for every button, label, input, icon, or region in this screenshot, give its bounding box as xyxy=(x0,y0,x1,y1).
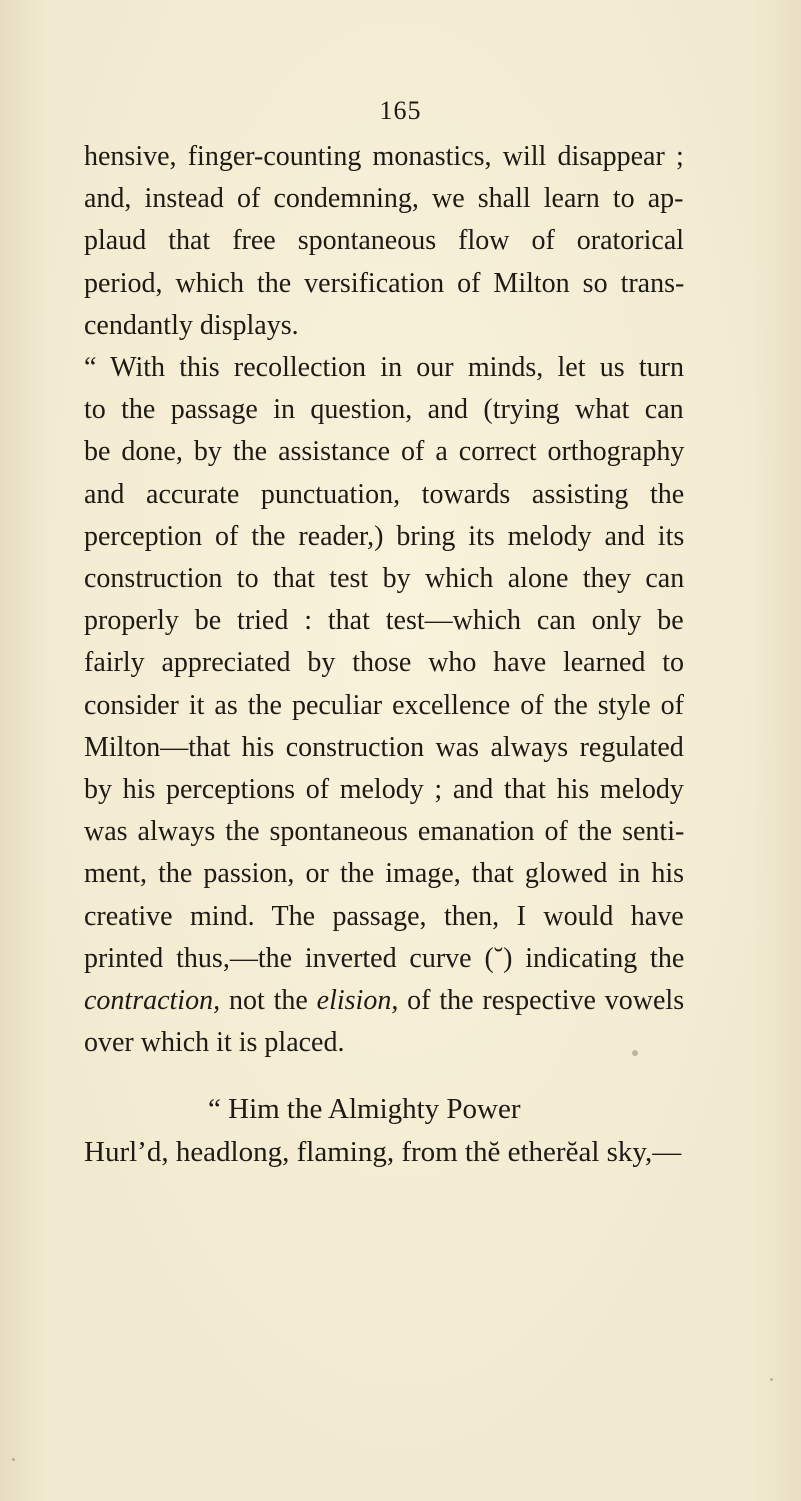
line-text: of the respective vowels xyxy=(398,985,685,1016)
line-text: Milton—that his construction was always regulated xyxy=(84,731,684,763)
paper-speck xyxy=(632,1050,638,1056)
line-text: period, which the versification of Milton so trans- xyxy=(84,267,685,299)
line-text: and accurate punctuation, towards assisting the xyxy=(84,478,685,510)
text-line xyxy=(84,897,684,937)
text-line xyxy=(84,432,684,472)
text-line xyxy=(84,559,684,599)
line-text: construction to that test by which alone they can xyxy=(84,563,685,594)
text-line xyxy=(84,643,684,683)
text-line xyxy=(84,770,684,810)
text-line xyxy=(84,854,684,894)
line-text: consider it as the peculiar excellence of the style of xyxy=(84,689,684,721)
line-text: was always the spontaneous emanation of the senti- xyxy=(84,816,685,848)
italic-text: contraction, xyxy=(84,985,221,1016)
text-line xyxy=(208,1089,521,1129)
text-line xyxy=(84,348,684,388)
line-text: properly be tried : that test—which can only be xyxy=(84,605,684,637)
text-line xyxy=(84,179,684,219)
text-line xyxy=(84,137,684,177)
page-number: 165 xyxy=(379,96,422,125)
line-text: and, instead of condemning, we shall learn to ap- xyxy=(84,183,684,215)
text-line xyxy=(84,728,684,768)
text-line xyxy=(84,601,684,641)
line-text: “ With this recollection in our minds, let us turn xyxy=(84,352,684,383)
line-text: Hurl’d, headlong, flaming, from thĕ etherĕal sky,— xyxy=(84,1136,682,1168)
italic-text: elision, xyxy=(316,985,399,1016)
text-line xyxy=(84,264,684,304)
text-line xyxy=(84,517,684,557)
line-text: printed thus,—the inverted curve (˘) indicating the xyxy=(84,942,685,974)
text-line xyxy=(84,981,684,1021)
paper-speck xyxy=(12,1458,15,1461)
text-line xyxy=(84,221,684,261)
text-line xyxy=(84,1023,344,1063)
line-text: not the xyxy=(220,985,317,1016)
text-line xyxy=(84,306,299,346)
line-text: “ Him the Almighty Power xyxy=(208,1093,521,1125)
text-line xyxy=(84,390,684,430)
line-text: be done, by the assistance of a correct orthography xyxy=(84,436,685,468)
text-line xyxy=(84,812,684,852)
text-line xyxy=(84,939,684,979)
text-line xyxy=(84,686,684,726)
paper-speck xyxy=(770,1378,773,1381)
line-text: hensive, finger-counting monastics, will disappear ; xyxy=(84,141,684,172)
line-text: to the passage in question, and (trying what can xyxy=(84,394,684,426)
line-text: over which it is placed. xyxy=(84,1027,345,1059)
line-text: plaud that free spontaneous flow of oratorical xyxy=(84,225,685,257)
line-text: perception of the reader,) bring its melody and its xyxy=(84,520,685,552)
line-text: creative mind. The passage, then, I would have xyxy=(84,900,684,932)
line-text: by his perceptions of melody ; and that his melody xyxy=(84,774,684,805)
line-text: ment, the passion, or the image, that glowed in his xyxy=(84,858,685,890)
line-text: fairly appreciated by those who have learned to xyxy=(84,647,685,679)
line-text: cendantly displays. xyxy=(84,309,299,341)
text-line xyxy=(84,1132,681,1172)
text-line xyxy=(84,475,684,515)
